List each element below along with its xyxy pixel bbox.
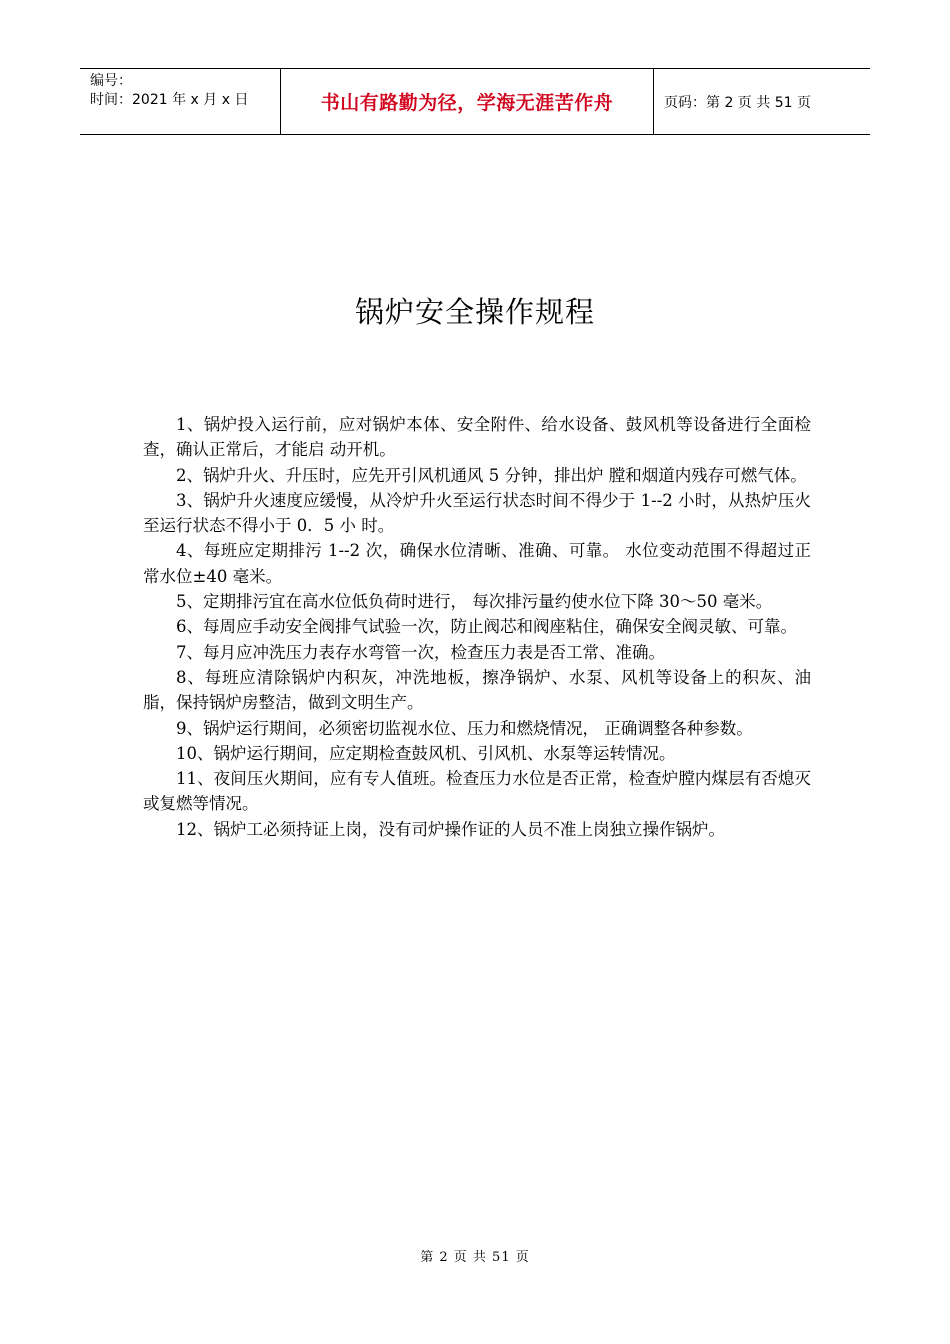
rules-list (143, 412, 811, 842)
rule-item: 3、锅炉升火速度应缓慢，从冷炉升火至运行状态时间不得少于 1--2 小时，从热炉压火至运行状态不得小于 0．5 小 时。 (143, 490, 811, 536)
rule-item: 6、每周应手动安全阀排气试验一次，防止阀芯和阀座粘住，确保安全阀灵敏、可靠。 (176, 617, 797, 637)
rule-item: 4、每班应定期排污 1--2 次，确保水位清晰、准确、可靠。 水位变动范围不得超过正常水位±40 毫米。 (143, 541, 811, 586)
document-number-label: 编号： (90, 73, 132, 89)
rule-item: 12、锅炉工必须持证上岗，没有司炉操作证的人员不准上岗独立操作锅炉。 (176, 819, 725, 839)
page-footer: 第 2 页 共 51 页 (420, 1250, 530, 1265)
rule-item: 11、夜间压火期间，应有专人值班。检查压力水位是否正常，检查炉膛内煤层有否熄灭或复燃等情况。 (143, 769, 811, 814)
rule-item: 10、锅炉运行期间，应定期检查鼓风机、引风机、水泵等运转情况。 (176, 743, 676, 763)
header-meta (80, 69, 281, 134)
rule-item: 1、锅炉投入运行前，应对锅炉本体、安全附件、给水设备、鼓风机等设备进行全面检查，确认正常后，才能启 动开机。 (143, 415, 811, 460)
header-page-info: 页码：第 2 页 共 51 页 (664, 94, 811, 111)
rule-item: 9、锅炉运行期间，必须密切监视水位、压力和燃烧情况， 正确调整各种参数。 (176, 718, 753, 738)
page-header (80, 68, 870, 135)
rule-item: 7、每月应冲洗压力表存水弯管一次，检查压力表是否工常、准确。 (176, 642, 665, 662)
document-title: 锅炉安全操作规程 (354, 295, 595, 329)
document-time-label: 时间：2021 年 x 月 x 日 (90, 92, 249, 108)
header-motto: 书山有路勤为径，学海无涯苦作舟 (281, 69, 654, 134)
rule-item: 2、锅炉升火、升压时，应先开引风机通风 5 分钟，排出炉 膛和烟道内残存可燃气体。 (176, 465, 807, 485)
rule-item: 5、定期排污宜在高水位低负荷时进行， 每次排污量约使水位下降 30～50 毫米。 (176, 592, 773, 612)
rule-item: 8、每班应清除锅炉内积灰，冲洗地板，擦净锅炉、水泵、风机等设备上的积灰、油脂，保持锅炉房整洁，做到文明生产。 (143, 667, 811, 713)
